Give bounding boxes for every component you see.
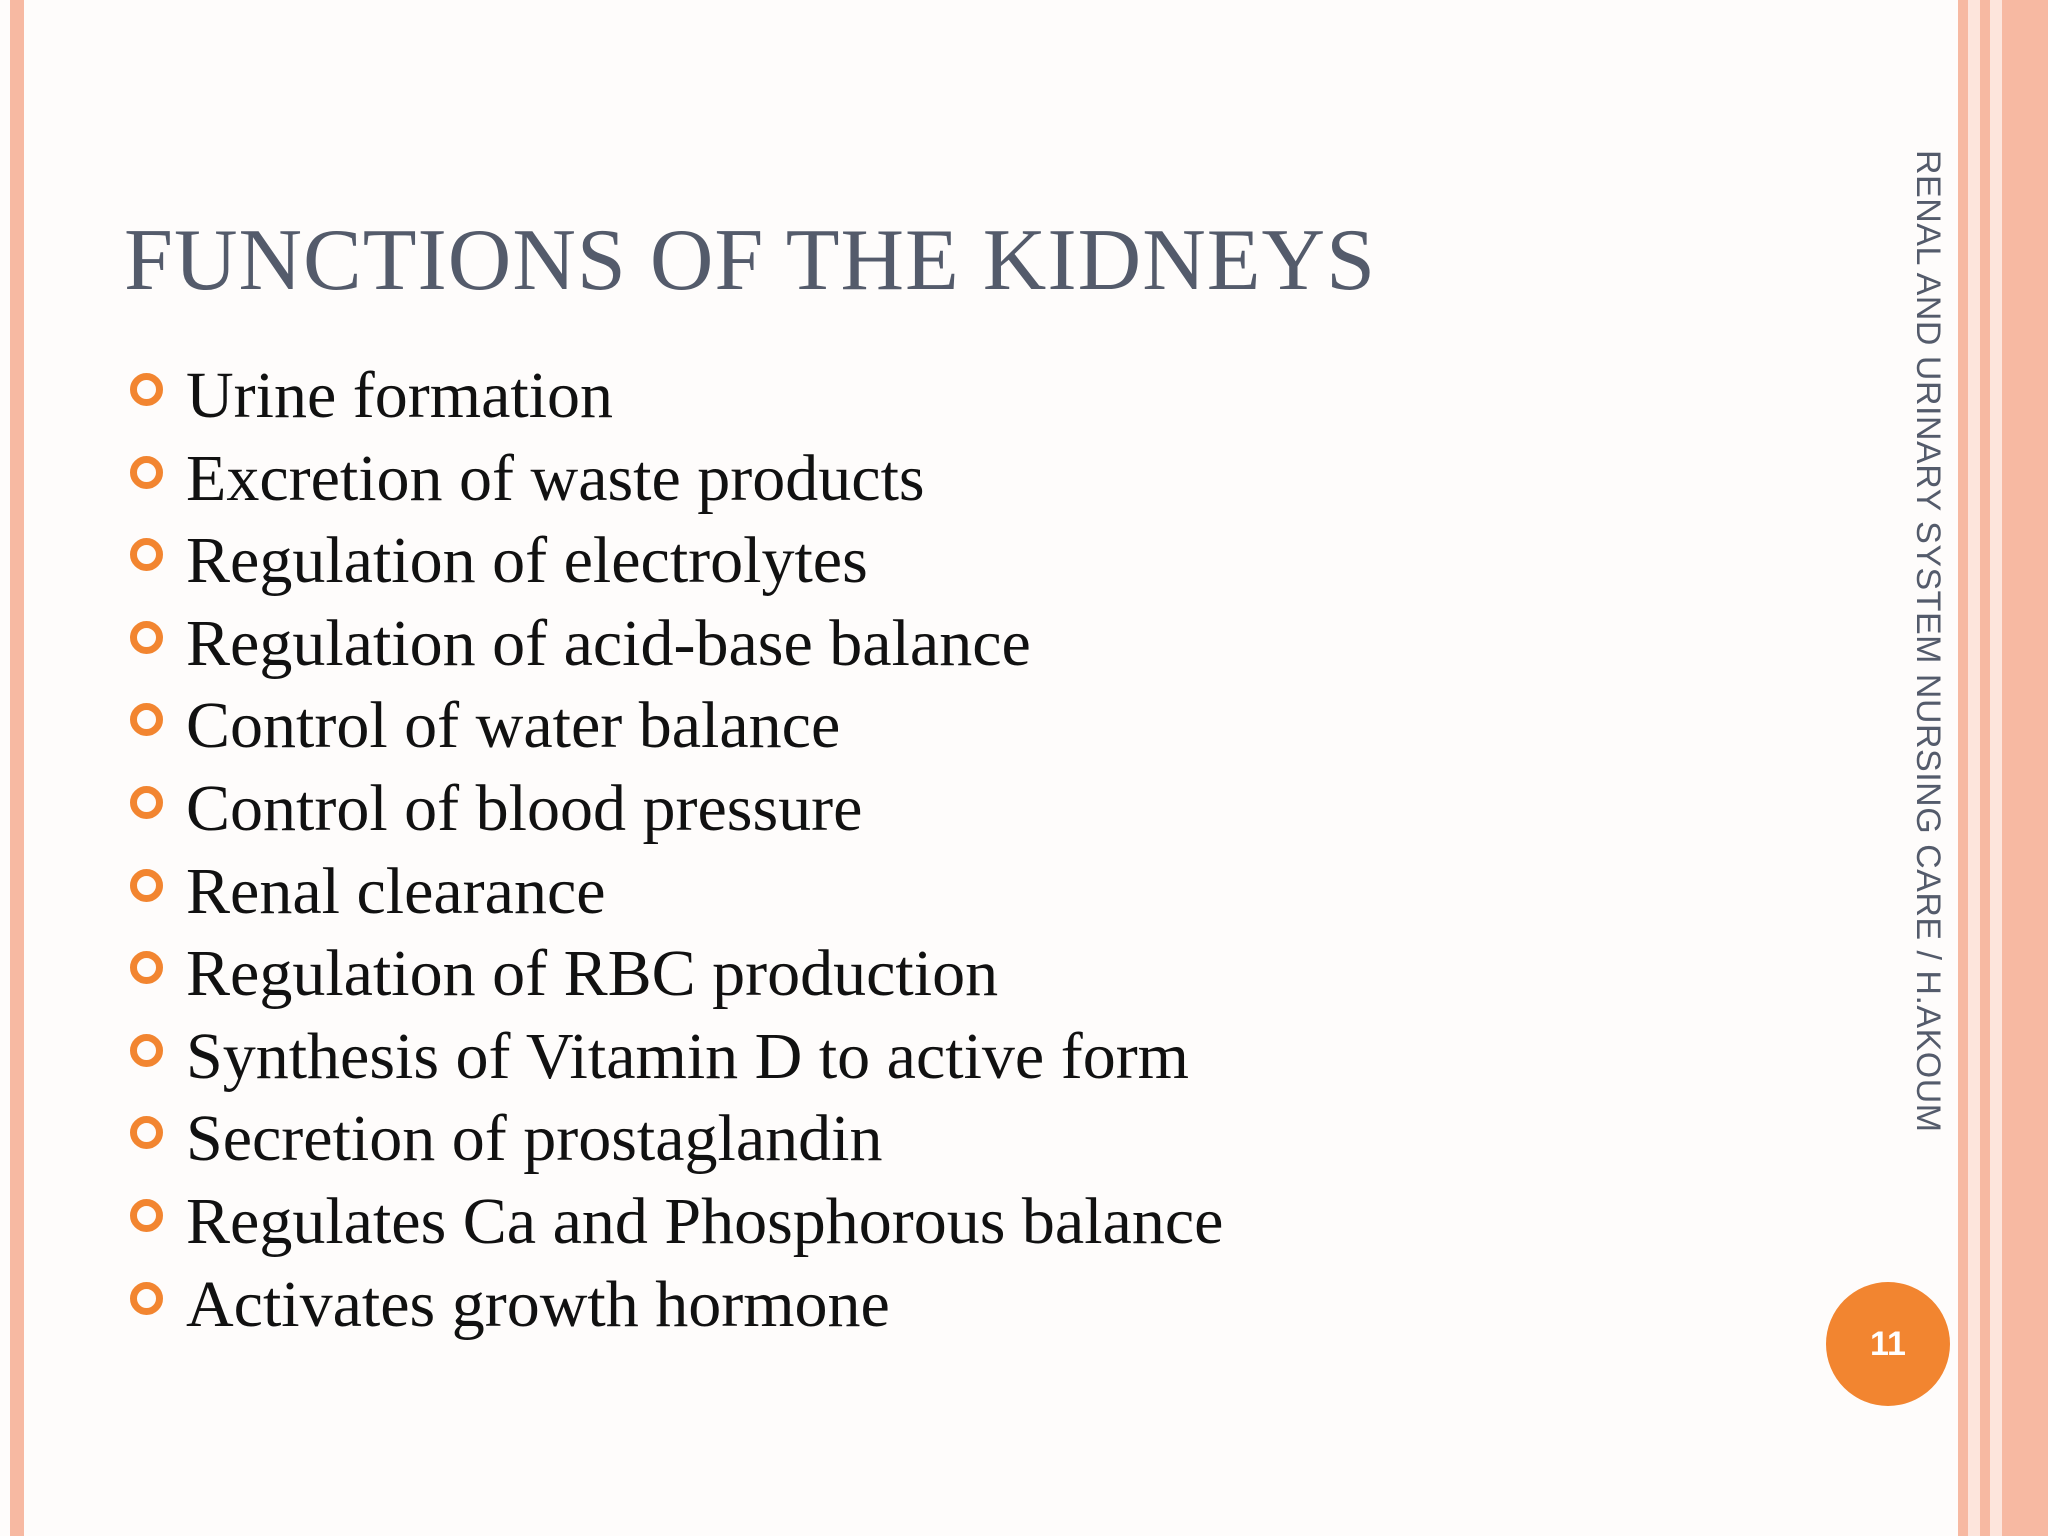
right-border-stripe (1958, 0, 1968, 1536)
bullet-item (130, 438, 1223, 521)
bullet-text: Excretion of waste products (186, 441, 925, 515)
bullet-item (130, 1016, 1223, 1099)
circle-bullet-icon (130, 1034, 163, 1067)
page-number-badge: 11 (1826, 1282, 1950, 1406)
right-border-stripe (1980, 0, 1990, 1536)
right-border-stripe (1990, 0, 2002, 1536)
circle-bullet-icon (130, 456, 163, 489)
bullet-item (130, 1264, 1223, 1347)
bullet-item (130, 603, 1223, 686)
slide-title: FUNCTIONS OF THE KIDNEYS (124, 212, 1377, 309)
bullet-text: Control of blood pressure (186, 771, 863, 845)
bullet-item (130, 355, 1223, 438)
bullet-item (130, 1098, 1223, 1181)
bullet-item (130, 851, 1223, 934)
bullet-text: Activates growth hormone (186, 1267, 890, 1341)
circle-bullet-icon (130, 1116, 163, 1149)
left-border-stripe (10, 0, 24, 1536)
bullet-item (130, 1181, 1223, 1264)
bullet-text: Control of water balance (186, 689, 841, 763)
circle-bullet-icon (130, 786, 163, 819)
bullet-item (130, 520, 1223, 603)
bullet-item (130, 933, 1223, 1016)
right-border-stripe (2002, 0, 2048, 1536)
bullet-item (130, 768, 1223, 851)
vertical-footer-text: RENAL AND URINARY SYSTEM NURSING CARE / H.AKOUM (1909, 150, 1947, 1133)
circle-bullet-icon (130, 1199, 163, 1232)
bullet-text: Renal clearance (186, 854, 606, 928)
bullet-text: Synthesis of Vitamin D to active form (186, 1019, 1190, 1093)
circle-bullet-icon (130, 373, 163, 406)
right-border-stripe (1968, 0, 1980, 1536)
circle-bullet-icon (130, 1282, 163, 1315)
circle-bullet-icon (130, 538, 163, 571)
circle-bullet-icon (130, 621, 163, 654)
bullet-text: Regulation of electrolytes (186, 524, 868, 598)
bullet-text: Regulation of acid-base balance (186, 606, 1031, 680)
bullet-text: Regulates Ca and Phosphorous balance (186, 1184, 1224, 1258)
circle-bullet-icon (130, 703, 163, 736)
circle-bullet-icon (130, 951, 163, 984)
bullet-text: Secretion of prostaglandin (186, 1102, 883, 1176)
bullet-item (130, 685, 1223, 768)
bullet-text: Regulation of RBC production (186, 937, 999, 1011)
bullet-text: Urine formation (186, 359, 614, 432)
circle-bullet-icon (130, 869, 163, 902)
bullet-list (130, 355, 1223, 1346)
